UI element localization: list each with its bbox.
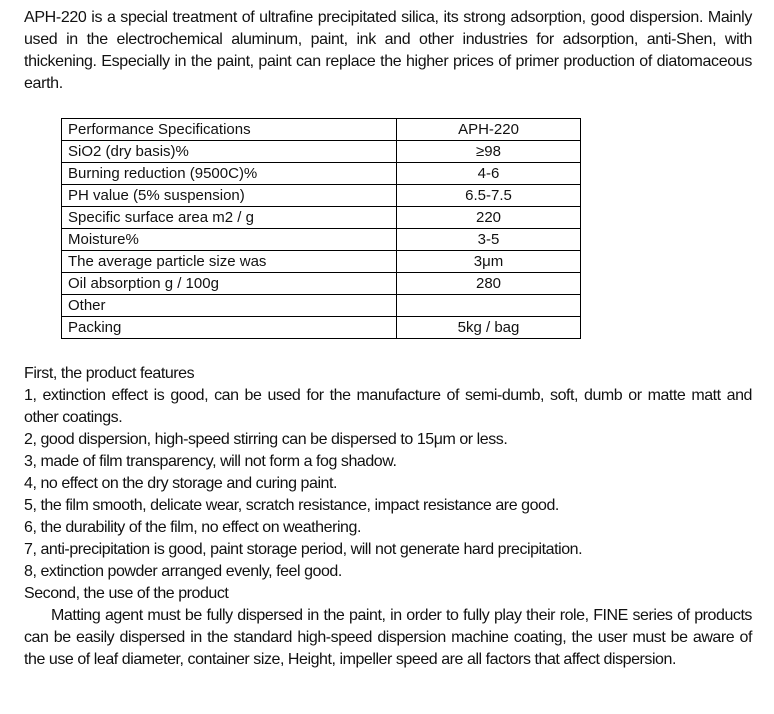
row-value: 280 bbox=[397, 273, 581, 295]
row-key: SiO2 (dry basis)% bbox=[62, 141, 397, 163]
intro-text: APH-220 is a special treatment of ultrafine precipitated silica, its strong adsorption, good dispersion. Mainly used in the electrochemical aluminum, paint, ink and other industries for adsorption, anti-Shen, with thickening. Especially in the paint, paint can replace the higher prices of primer production of diatomaceous earth. bbox=[24, 9, 752, 92]
feature-item: 1, extinction effect is good, can be used for the manufacture of semi-dumb, soft, dumb or matte matt and other coatings. bbox=[24, 387, 752, 426]
row-value bbox=[397, 295, 581, 317]
row-value: 3μm bbox=[397, 251, 581, 273]
usage-paragraph: Matting agent must be fully dispersed in the paint, in order to fully play their role, FINE series of products can be easily dispersed in the standard high-speed dispersion machine coating, the user must be aware of the use of leaf diameter, container size, Height, impeller speed are all factors that affect dispersion. bbox=[24, 607, 752, 668]
row-key: Moisture% bbox=[62, 229, 397, 251]
row-key: PH value (5% suspension) bbox=[62, 185, 397, 207]
table-row bbox=[62, 229, 581, 251]
table-row bbox=[62, 207, 581, 229]
feature-item: 5, the film smooth, delicate wear, scratch resistance, impact resistance are good. bbox=[24, 497, 559, 514]
table-row bbox=[62, 251, 581, 273]
table-row bbox=[62, 141, 581, 163]
spec-table bbox=[61, 118, 581, 339]
table-row bbox=[62, 163, 581, 185]
header-key: Performance Specifications bbox=[62, 119, 397, 141]
features-section bbox=[24, 363, 752, 671]
row-value: 3-5 bbox=[397, 229, 581, 251]
row-key: The average particle size was bbox=[62, 251, 397, 273]
row-key: Burning reduction (9500C)% bbox=[62, 163, 397, 185]
table-row bbox=[62, 317, 581, 339]
row-value: 220 bbox=[397, 207, 581, 229]
intro-paragraph bbox=[24, 7, 752, 95]
row-value: 5kg / bag bbox=[397, 317, 581, 339]
table-row bbox=[62, 273, 581, 295]
row-key: Oil absorption g / 100g bbox=[62, 273, 397, 295]
row-value: 6.5-7.5 bbox=[397, 185, 581, 207]
row-key: Specific surface area m2 / g bbox=[62, 207, 397, 229]
feature-item: 2, good dispersion, high-speed stirring can be dispersed to 15μm or less. bbox=[24, 431, 508, 448]
feature-item: 8, extinction powder arranged evenly, feel good. bbox=[24, 563, 342, 580]
row-value: ≥98 bbox=[397, 141, 581, 163]
feature-item: 6, the durability of the film, no effect on weathering. bbox=[24, 519, 361, 536]
row-key: Packing bbox=[62, 317, 397, 339]
feature-item: 4, no effect on the dry storage and curing paint. bbox=[24, 475, 337, 492]
feature-item: 3, made of film transparency, will not form a fog shadow. bbox=[24, 453, 397, 470]
table-header-row bbox=[62, 119, 581, 141]
usage-heading: Second, the use of the product bbox=[24, 585, 229, 602]
features-heading: First, the product features bbox=[24, 365, 195, 382]
feature-item: 7, anti-precipitation is good, paint storage period, will not generate hard precipitation. bbox=[24, 541, 583, 558]
row-value: 4-6 bbox=[397, 163, 581, 185]
table-row bbox=[62, 295, 581, 317]
header-value: APH-220 bbox=[397, 119, 581, 141]
row-key: Other bbox=[62, 295, 397, 317]
table-row bbox=[62, 185, 581, 207]
